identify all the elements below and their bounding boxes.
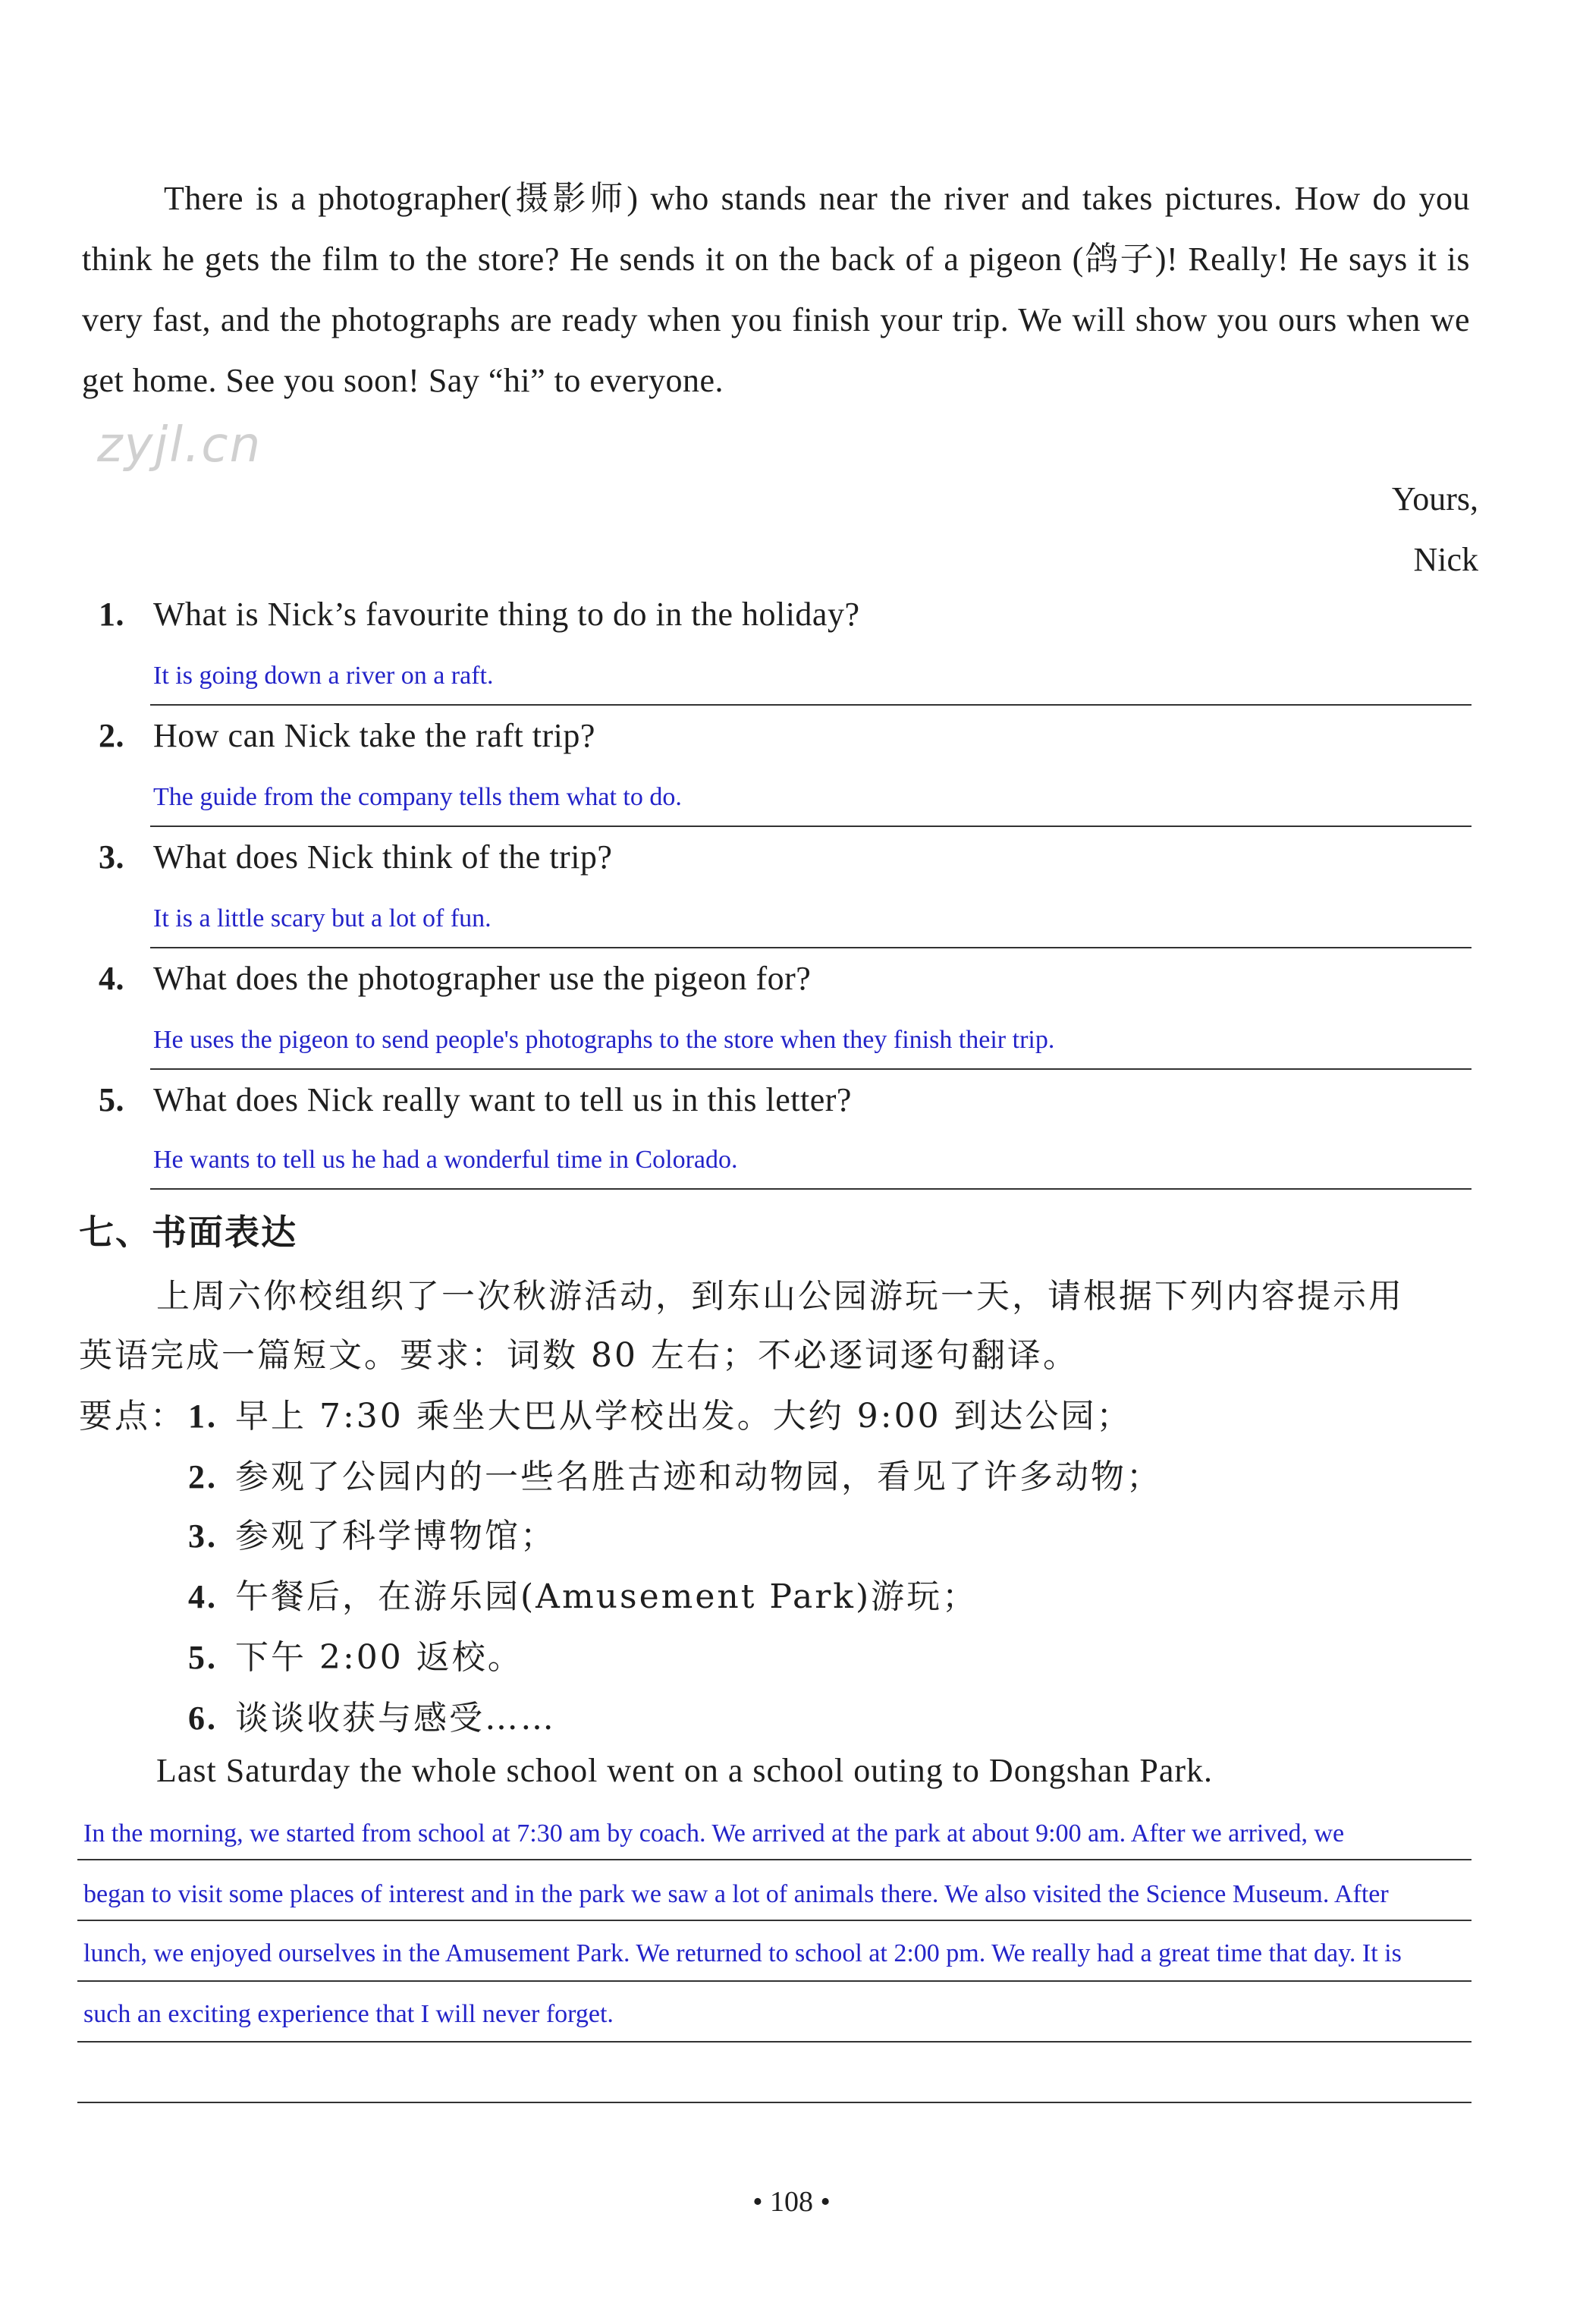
question-number: 5. [99,1081,124,1118]
point-number: 3. [188,1517,218,1555]
question-text: What does Nick think of the trip? [153,838,613,876]
question-5 [99,1080,852,1119]
point-number: 6. [188,1700,218,1737]
section-title: 七、书面表达 [79,1212,297,1253]
point-6 [188,1690,556,1739]
point-text: 参观了公园内的一些名胜古迹和动物园，看见了许多动物； [235,1458,1162,1496]
letter-paragraph: There is a photographer(摄影师) who stands near the river and takes pictures. How do you think he gets the film to the store? He sends it on the back of a pigeon (鸽子)! Really! He says it is very fast, and the photographs are ready when you finish your trip. We will show you ours when we get home. See you soon! Say “hi” to everyone. [82,180,1470,399]
point-number: 4. [188,1578,218,1615]
answer-line-5 [150,1188,1471,1190]
question-number: 1. [99,596,124,633]
point-text: 谈谈收获与感受…… [235,1699,556,1737]
point-text: 参观了科学博物馆； [235,1517,556,1555]
question-number: 4. [99,960,124,997]
point-1 [188,1388,1132,1437]
question-3 [99,838,612,876]
essay-line-2: began to visit some places of interest and in the park we saw a lot of animals there. We also visited the Science Museum. After [83,1880,1389,1908]
prompt-line-1: 上周六你校组织了一次秋游活动，到东山公园游玩一天，请根据下列内容提示用 [156,1277,1404,1316]
question-text: What does the photographer use the pigeon for? [153,960,812,997]
letter-signature: Nick [1413,541,1478,578]
answer-line-4 [150,1068,1471,1070]
essay-opening: Last Saturday the whole school went on a school outing to Dongshan Park. [156,1752,1214,1789]
point-number: 5. [188,1639,218,1676]
question-1 [99,595,859,634]
ruled-line-3 [77,1980,1471,1982]
answer-line-1 [150,704,1471,706]
question-text: What does Nick really want to tell us in this letter? [153,1081,852,1118]
point-number: 2. [188,1458,218,1495]
question-number: 3. [99,838,124,876]
point-5 [188,1630,523,1678]
point-2 [188,1449,1162,1498]
ruled-line-4 [77,2041,1471,2043]
prompt-line-2: 英语完成一篇短文。要求：词数 80 左右；不必逐词逐句翻译。 [79,1336,1079,1375]
point-text: 午餐后，在游乐园(Amusement Park)游玩； [235,1577,978,1616]
question-text: What is Nick’s favourite thing to do in the holiday? [153,596,860,633]
question-2 [99,716,595,755]
point-number: 1. [188,1398,218,1435]
page-number: • 108 • [752,2186,831,2218]
ruled-line-5 [77,2102,1471,2103]
answer-3: It is a little scary but a lot of fun. [153,904,492,932]
essay-line-3: lunch, we enjoyed ourselves in the Amusement Park. We returned to school at 2:00 pm. We really had a great time that day. It is [83,1939,1402,1967]
question-4 [99,959,811,998]
point-3 [188,1508,556,1557]
answer-5: He wants to tell us he had a wonderful time in Colorado. [153,1146,738,1174]
watermark: zyjl.cn [97,417,262,473]
essay-line-4: such an exciting experience that I will never forget. [83,2000,614,2028]
point-text: 早上 7:30 乘坐大巴从学校出发。大约 9:00 到达公园； [235,1397,1132,1436]
point-4 [188,1569,978,1618]
letter-closing: Yours, [1391,480,1478,517]
answer-line-3 [150,947,1471,948]
question-number: 2. [99,717,124,754]
point-text: 下午 2:00 返校。 [235,1638,523,1677]
essay-line-1: In the morning, we started from school at 7:30 am by coach. We arrived at the park at about 9:00 am. After we arrived, we [83,1819,1345,1848]
points-label: 要点： [79,1397,186,1436]
ruled-line-2 [77,1920,1471,1921]
ruled-line-1 [77,1859,1471,1860]
answer-line-2 [150,826,1471,827]
question-text: How can Nick take the raft trip? [153,717,595,754]
answer-1: It is going down a river on a raft. [153,662,494,690]
answer-2: The guide from the company tells them what to do. [153,783,682,811]
answer-4: He uses the pigeon to send people's photographs to the store when they finish their trip. [153,1026,1055,1054]
